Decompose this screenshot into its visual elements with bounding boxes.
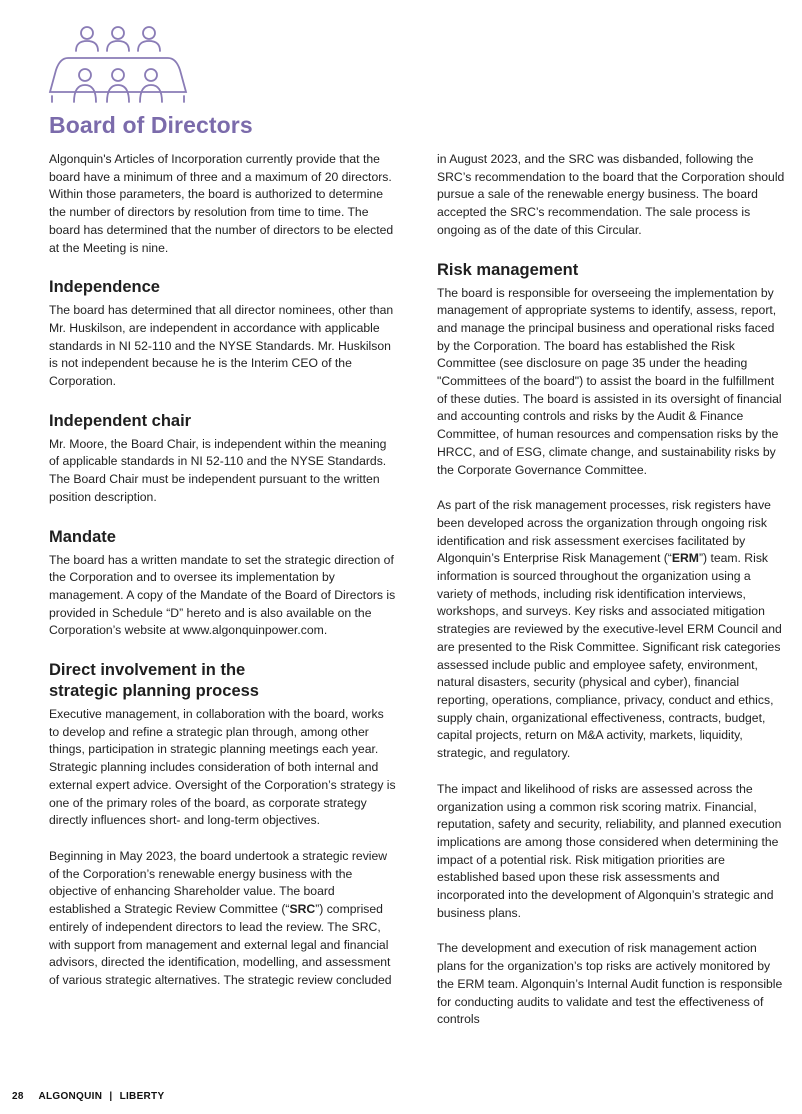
independence-heading: Independence: [49, 278, 160, 297]
strategic-planning-paragraph-1: Executive management, in collaboration with the board, works to develop and refine a strategic plan through, among other things, participation in strategic planning meetings each year. Strategic planning includes consideration of both internal and external expert advice. Oversight of the Corporation’s strategy is one of the primary roles of the board, as corporate strategy directly influences short- and long-term objectives.: [49, 707, 396, 828]
risk-paragraph-3: The impact and likelihood of risks are assessed across the organization using a common risk scoring matrix. Financial, reputation, safety and security, reliability, and planned execution implications are among those considered when determining the impact of a potential risk. Risk mitigation priorities are established based upon these risk assessments and incorporated into the development of Algonquin’s strategic and business plans.: [437, 781, 782, 920]
risk-paragraph-2: [437, 497, 787, 763]
independent-chair-paragraph: Mr. Moore, the Board Chair, is independent within the meaning of applicable standards in NI 52-110 and the NYSE Standards. The Board Chair must be independent pursuant to the written position description.: [49, 436, 387, 504]
text-run: Beginning in May 2023, the board undertook a strategic review of the Corporation’s renewable energy business with the objective of enhancing Shareholder value. The board established a Strategic Review Committee (“: [49, 848, 388, 917]
independent-chair-heading: Independent chair: [49, 411, 192, 430]
text-run: ”) team. Risk information is sourced throughout the organization using a variety of methods, including risk identification interviews, workshops, and surveys. Key risks and associated mitigation strategies are reviewed by the executive-level ERM Council and are presented to the Risk Committee. Significant risk categories assessed include public and employee safety, environment, natural disasters, security (physical and cyber), financial reporting, operations, compliance, privacy, conduct and ethics, supply chain, organizational effectiveness, contracts, budget, capital projects, return on M&A activity, markets, liquidity, strategic, and regulatory.: [437, 551, 782, 761]
page-title: Board of Directors: [49, 112, 253, 138]
page-number: 28: [12, 1091, 24, 1102]
left-column: [49, 151, 397, 990]
src-abbreviation: SRC: [289, 902, 316, 917]
brand-algonquin: ALGONQUIN: [38, 1091, 103, 1102]
strategic-planning-paragraph-2: [49, 848, 397, 990]
text-run: ”) comprised entirely of independent directors to lead the review. The SRC, with support from management and external legal and financial advisors, directed the identification, modelling, and assessment of various strategic alternatives. The strategic review concluded: [49, 902, 392, 987]
risk-management-heading: Risk management: [437, 260, 579, 279]
brand-liberty: LIBERTY: [119, 1091, 165, 1102]
intro-paragraph: Algonquin's Articles of Incorporation currently provide that the board have a minimum of three and a maximum of 20 directors. Within those parameters, the board is authorized to determine the number of directors by resolution from time to time. The board has determined that the number of directors to be elected at the Meeting is nine.: [49, 152, 394, 255]
right-column: [437, 151, 787, 1029]
brand-separator: |: [109, 1091, 113, 1102]
independence-paragraph: The board has determined that all director nominees, other than Mr. Huskilson, are independent in accordance with applicable standards in NI 52-110 and the NYSE Standards. Mr. Huskilson is not independent because he is the Interim CEO of the Corporation.: [49, 303, 394, 389]
board-meeting-icon: [48, 22, 188, 106]
text-run: As part of the risk management processes, risk registers have been developed across the organization through ongoing risk identification and risk assessment exercises facilitated by Algonquin’s Enterprise Risk Management (“: [437, 498, 771, 566]
risk-paragraph-4: The development and execution of risk management action plans for the organization’s top risks are actively monitored by the ERM team. Algonquin’s Internal Audit function is responsible for conducting audits to validate and test the effectiveness of controls: [437, 941, 783, 1027]
erm-abbreviation: ERM: [671, 551, 699, 566]
continued-paragraph: in August 2023, and the SRC was disbanded, following the SRC’s recommendation to the board that the Corporation should pursue a sale of the renewable energy business. The board accepted the SRC’s recommendation. The sale process is ongoing as of the date of this Circular.: [437, 152, 785, 237]
page-footer: [12, 1091, 164, 1102]
mandate-heading: Mandate: [49, 527, 116, 546]
strategic-planning-heading: Direct involvement in the strategic planning process: [49, 661, 259, 701]
mandate-paragraph: The board has a written mandate to set the strategic direction of the Corporation and to oversee its implementation by management. A copy of the Mandate of the Board of Directors is provided in Schedule “D” hereto and is also available on the Corporation’s website at www.algonquinpower.com.: [49, 552, 396, 638]
risk-paragraph-1: The board is responsible for overseeing the implementation by management of appropriate systems to identify, assess, report, and manage the principal business and operational risks faced by the Corporation. The board has established the Risk Committee (see disclosure on page 35 under the heading "Committees of the board") to assist the board in the fulfillment of these duties. The board is assisted in its oversight of financial and accounting controls and risks by the Audit & Finance Committee, of human resources and compensation risks by the HRCC, and of ESG, climate change, and sustainability risks by the Corporate Governance Committee.: [437, 285, 782, 477]
